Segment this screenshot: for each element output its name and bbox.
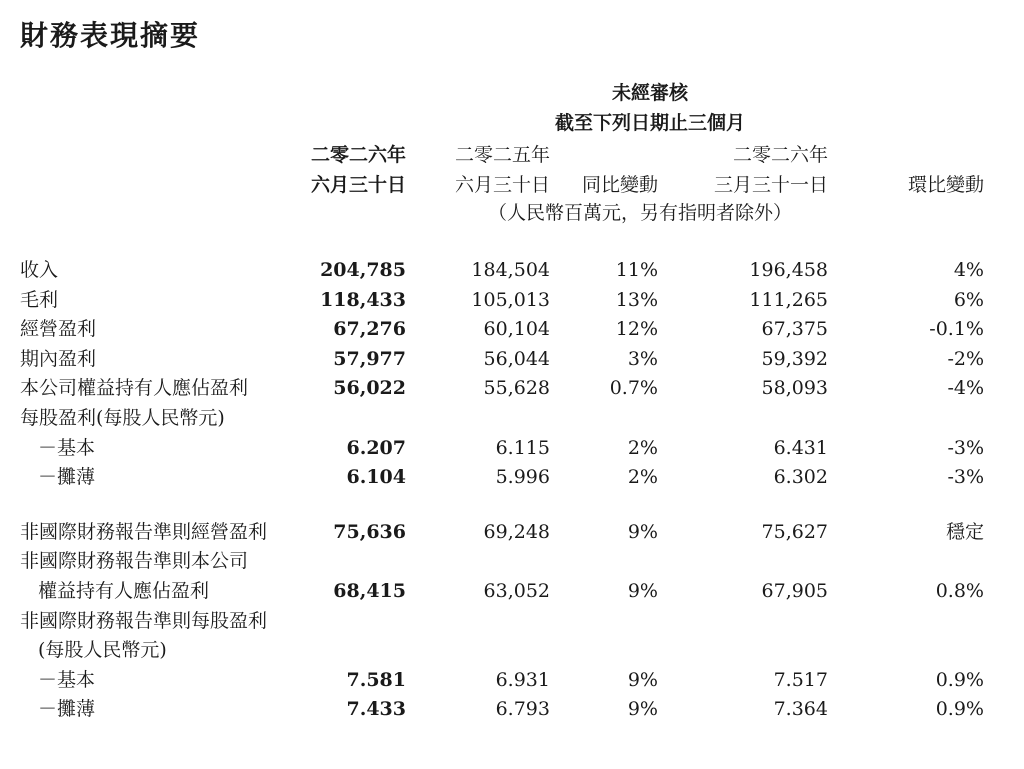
- value-yoy: 12%: [615, 318, 658, 341]
- col-current-date: 六月三十日: [310, 174, 406, 196]
- row-label: (每股人民幣元): [38, 639, 167, 662]
- value-q1: 59,392: [761, 347, 828, 370]
- unit-note: （人民幣百萬元，另有指明者除外）: [487, 202, 792, 224]
- value-q1: 196,458: [749, 259, 828, 281]
- value-yoy: 9%: [627, 579, 658, 602]
- value-q1: 6.431: [773, 436, 828, 459]
- value-yoy: 2%: [627, 466, 658, 489]
- value-qoq: -3%: [947, 466, 984, 489]
- row-label: 非國際財務報告準則每股盈利: [20, 609, 268, 632]
- table-row: [20, 404, 984, 434]
- table-row: [20, 547, 984, 577]
- value-yoy: 9%: [627, 698, 658, 721]
- value-qoq: 穩定: [945, 520, 984, 543]
- row-label: 非國際財務報告準則經營盈利: [20, 520, 268, 543]
- value-prev: 184,504: [471, 259, 550, 281]
- row-label: 收入: [20, 259, 59, 281]
- col-yoy: 同比變動: [581, 174, 658, 196]
- value-q1: 6.302: [773, 466, 828, 489]
- value-q1: 7.364: [773, 698, 828, 721]
- value-current: 56,022: [333, 377, 406, 400]
- value-yoy: 9%: [627, 520, 658, 543]
- value-q1: 67,905: [761, 579, 828, 602]
- col-q1-year: 二零二六年: [732, 144, 828, 166]
- row-label: 經營盈利: [20, 318, 97, 341]
- value-current: 75,636: [333, 520, 406, 543]
- value-current: 6.104: [346, 466, 406, 489]
- table-row: [20, 607, 984, 637]
- value-qoq: 6%: [953, 288, 984, 311]
- spacer-row: [20, 493, 984, 518]
- value-prev: 60,104: [483, 318, 550, 341]
- value-qoq: 0.8%: [935, 579, 984, 602]
- value-qoq: 0.9%: [935, 698, 984, 721]
- value-prev: 6.115: [495, 436, 550, 459]
- table-row: [20, 518, 984, 548]
- value-yoy: 3%: [627, 347, 658, 370]
- value-current: 67,276: [333, 318, 406, 341]
- value-prev: 6.793: [495, 698, 550, 721]
- value-qoq: -3%: [947, 436, 984, 459]
- value-qoq: -2%: [947, 347, 984, 370]
- value-q1: 75,627: [761, 520, 828, 543]
- value-yoy: 0.7%: [609, 377, 658, 400]
- value-qoq: 0.9%: [935, 668, 984, 691]
- table-row: [20, 374, 984, 404]
- value-prev: 5.996: [495, 466, 550, 489]
- value-current: 7.581: [346, 668, 406, 691]
- col-prev-date: 六月三十日: [454, 174, 550, 196]
- value-current: 68,415: [333, 579, 406, 602]
- table-row: [20, 286, 984, 316]
- value-current: 7.433: [346, 698, 406, 721]
- value-current: 6.207: [346, 436, 406, 459]
- value-prev: 55,628: [483, 377, 550, 400]
- table-row: [20, 636, 984, 666]
- financial-summary-table: [20, 256, 984, 725]
- row-label: 本公司權益持有人應佔盈利: [20, 377, 249, 400]
- value-yoy: 2%: [627, 436, 658, 459]
- table-row: [20, 315, 984, 345]
- page-title: 財務表現摘要: [20, 19, 201, 52]
- value-prev: 63,052: [483, 579, 550, 602]
- value-prev: 56,044: [483, 347, 550, 370]
- table-row: [20, 666, 984, 696]
- unaudited-label: 未經審核: [611, 82, 688, 104]
- value-q1: 58,093: [761, 377, 828, 400]
- value-q1: 67,375: [761, 318, 828, 341]
- row-label: 期內盈利: [20, 347, 97, 370]
- row-label: －基本: [38, 436, 96, 459]
- value-current: 57,977: [333, 347, 406, 370]
- row-label: －攤薄: [38, 698, 96, 721]
- table-row: [20, 577, 984, 607]
- value-yoy: 13%: [615, 288, 658, 311]
- row-label: 非國際財務報告準則本公司: [20, 550, 249, 573]
- row-label: －基本: [38, 668, 96, 691]
- value-qoq: -4%: [947, 377, 984, 400]
- value-prev: 69,248: [483, 520, 550, 543]
- row-label: 每股盈利(每股人民幣元): [20, 406, 225, 429]
- table-row: [20, 256, 984, 286]
- value-current: 118,433: [320, 288, 406, 311]
- col-prev-year: 二零二五年: [454, 144, 550, 166]
- table-row: [20, 434, 984, 464]
- row-label: 毛利: [20, 288, 59, 311]
- table-row: [20, 345, 984, 375]
- col-q1-date: 三月三十一日: [713, 174, 828, 196]
- value-yoy: 9%: [627, 668, 658, 691]
- value-qoq: -0.1%: [929, 318, 984, 341]
- table-row: [20, 695, 984, 725]
- value-yoy: 11%: [615, 259, 658, 281]
- value-current: 204,785: [320, 259, 406, 281]
- row-label: －攤薄: [38, 466, 96, 489]
- value-prev: 105,013: [471, 288, 550, 311]
- row-label: 權益持有人應佔盈利: [38, 579, 210, 602]
- table-row: [20, 463, 984, 493]
- value-q1: 7.517: [773, 668, 828, 691]
- value-qoq: 4%: [953, 259, 984, 281]
- col-current-year: 二零二六年: [310, 144, 406, 166]
- value-q1: 111,265: [749, 288, 828, 311]
- period-label: 截至下列日期止三個月: [554, 112, 745, 134]
- col-qoq: 環比變動: [907, 174, 984, 196]
- value-prev: 6.931: [495, 668, 550, 691]
